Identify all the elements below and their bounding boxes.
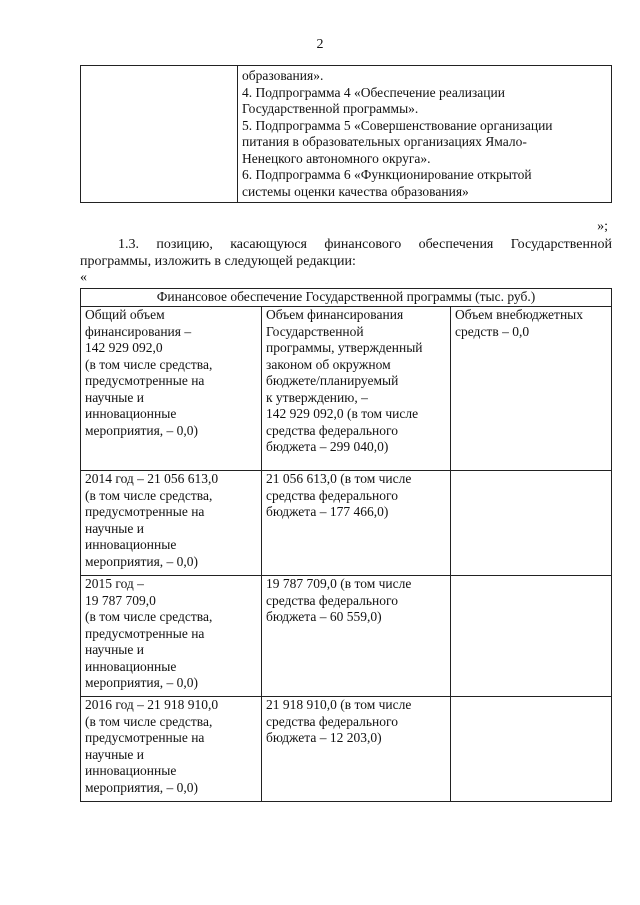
finance-table	[80, 288, 612, 802]
cell-line: бюджета – 177 466,0)	[266, 504, 389, 519]
cell-line: 142 929 092,0	[85, 340, 163, 355]
cell-line: 6. Подпрограмма 6 «Функционирование открытой	[242, 167, 532, 182]
extrabudgetary-cell	[451, 697, 612, 802]
page-number: 2	[316, 37, 324, 52]
cell-line: бюджета – 12 203,0)	[266, 730, 382, 745]
cell-line: 2015 год –	[85, 576, 144, 591]
extrabudgetary-cell	[451, 471, 612, 576]
cell-line: программы, утвержденный	[266, 340, 423, 355]
cell-line: 21 056 613,0 (в том числе	[266, 471, 412, 486]
amendment-paragraph	[80, 236, 612, 270]
cell-line: (в том числе средства,	[85, 713, 213, 729]
cell-line: мероприятия, – 0,0)	[85, 553, 199, 569]
program-funding-cell	[262, 471, 451, 576]
cell-line: научные и	[85, 520, 144, 536]
cell-line: мероприятия, – 0,0)	[85, 422, 199, 438]
cell-line: Государственной	[266, 323, 364, 339]
cell-line: системы оценки качества образования»	[242, 183, 469, 199]
cell-line: Общий объем	[85, 307, 165, 322]
cell-line: законом об окружном	[266, 356, 391, 372]
table-row	[81, 471, 612, 576]
cell-line: предусмотренные на	[85, 373, 205, 388]
cell-line: 19 787 709,0 (в том числе	[266, 576, 412, 591]
cell-line: предусмотренные на	[85, 730, 205, 745]
table-row	[81, 576, 612, 697]
cell-line: инновационные	[85, 658, 177, 674]
cell-line: научные и	[85, 642, 144, 657]
cell-line: (в том числе средства,	[85, 609, 213, 624]
extrabudgetary-cell	[451, 576, 612, 697]
empty-cell	[81, 66, 238, 203]
cell-line: инновационные	[85, 406, 177, 421]
cell-line: научные и	[85, 389, 144, 405]
program-funding-cell	[262, 576, 451, 697]
cell-line: бюджета – 299 040,0)	[266, 439, 389, 454]
table-row	[81, 307, 612, 471]
cell-line: средства федерального	[266, 422, 398, 438]
cell-line: средства федерального	[266, 487, 398, 503]
extrabudgetary-cell	[451, 307, 612, 471]
cell-line: мероприятия, – 0,0)	[85, 779, 199, 795]
cell-line: финансирования –	[85, 323, 192, 339]
year-funding-cell	[81, 471, 262, 576]
cell-line: средства федерального	[266, 713, 398, 729]
cell-line: инновационные	[85, 537, 177, 552]
cell-line: 5. Подпрограмма 5 «Совершенствование организации	[242, 117, 553, 133]
table-row	[81, 66, 612, 203]
cell-line: средств – 0,0	[455, 323, 530, 339]
cell-line: 19 787 709,0	[85, 592, 156, 608]
cell-line: (в том числе средства,	[85, 356, 213, 372]
cell-line: 2014 год – 21 056 613,0	[85, 471, 219, 486]
cell-line: средства федерального	[266, 592, 398, 608]
cell-line: бюджета – 60 559,0)	[266, 609, 382, 624]
program-funding-cell	[262, 697, 451, 802]
cell-line: питания в образовательных организациях Ямало-	[242, 134, 527, 149]
cell-line: научные и	[85, 746, 144, 762]
paragraph-line: программы, изложить в следующей редакции:	[80, 254, 356, 269]
cell-line: предусмотренные на	[85, 504, 205, 519]
cell-line: 2016 год – 21 918 910,0	[85, 697, 219, 712]
cell-line: Объем финансирования	[266, 307, 404, 322]
cell-line: 142 929 092,0 (в том числе	[266, 406, 419, 421]
cell-line: предусмотренные на	[85, 625, 205, 641]
cell-line: Государственной программы».	[242, 101, 419, 116]
cell-line: Объем внебюджетных	[455, 307, 583, 322]
cell-line: 21 918 910,0 (в том числе	[266, 697, 412, 712]
table-row	[81, 697, 612, 802]
cell-line: инновационные	[85, 763, 177, 778]
subprograms-table	[80, 65, 612, 203]
closing-quote: »;	[597, 219, 608, 234]
year-funding-cell	[81, 697, 262, 802]
year-funding-cell	[81, 576, 262, 697]
total-funding-cell	[81, 307, 262, 471]
cell-line: бюджете/планируемый	[266, 373, 399, 388]
cell-line: 4. Подпрограмма 4 «Обеспечение реализации	[242, 84, 505, 100]
cell-line: к утверждению, –	[266, 389, 368, 405]
cell-line: образования».	[242, 68, 324, 83]
table-header: Финансовое обеспечение Государственной программы (тыс. руб.)	[81, 289, 612, 307]
cell-line: мероприятия, – 0,0)	[85, 675, 199, 690]
subprograms-cell	[238, 66, 612, 203]
table-header-row	[81, 289, 612, 307]
opening-quote: «	[80, 270, 87, 285]
program-funding-cell	[262, 307, 451, 471]
cell-line: Ненецкого автономного округа».	[242, 150, 431, 166]
paragraph-line: 1.3. позицию, касающуюся финансового обеспечения Государственной	[118, 237, 612, 252]
cell-line: (в том числе средства,	[85, 487, 213, 503]
